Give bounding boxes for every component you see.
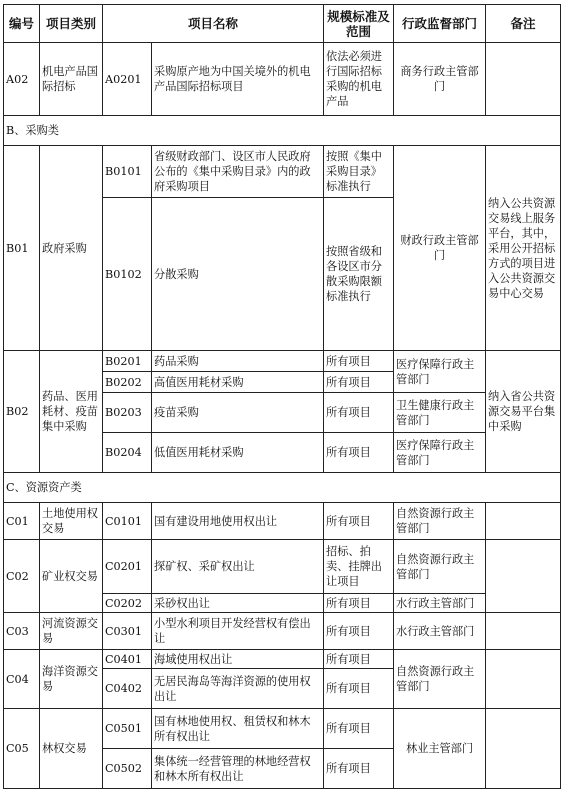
row-dept: 林业主管部门 xyxy=(394,709,486,789)
section-title: B、采购类 xyxy=(4,116,561,146)
row-code: C02 xyxy=(4,540,40,613)
row-subcode: C0101 xyxy=(103,503,152,540)
section-row-c xyxy=(4,473,561,503)
row-note: 纳入省公共资源交易平台集中采购 xyxy=(486,351,561,473)
row-category: 机电产品国际招标 xyxy=(40,43,103,116)
row-subcode: B0101 xyxy=(103,146,152,198)
row-scope: 所有项目 xyxy=(324,594,394,613)
row-code: C03 xyxy=(4,613,40,650)
row-scope: 所有项目 xyxy=(324,351,394,372)
row-subcode: C0301 xyxy=(103,613,152,650)
row-name: 药品采购 xyxy=(152,351,324,372)
row-dept: 财政行政主管部门 xyxy=(394,146,486,351)
row-subcode: C0401 xyxy=(103,650,152,669)
table-row xyxy=(4,503,561,540)
row-name: 无居民海岛等海洋资源的使用权出让 xyxy=(152,669,324,709)
row-scope: 所有项目 xyxy=(324,433,394,473)
row-category: 矿业权交易 xyxy=(40,540,103,613)
row-name: 省级财政部门、设区市人民政府公布的《集中采购目录》内的政府采购项目 xyxy=(152,146,324,198)
header-row xyxy=(4,5,561,43)
row-subcode: C0402 xyxy=(103,669,152,709)
table-row xyxy=(4,43,561,116)
row-note xyxy=(486,650,561,709)
row-subcode: C0501 xyxy=(103,709,152,749)
row-name: 海域使用权出让 xyxy=(152,650,324,669)
row-name: 低值医用耗材采购 xyxy=(152,433,324,473)
row-subcode: C0502 xyxy=(103,749,152,789)
row-scope: 所有项目 xyxy=(324,372,394,393)
row-code: A02 xyxy=(4,43,40,116)
table-row xyxy=(4,146,561,198)
table-row xyxy=(4,540,561,594)
row-dept: 商务行政主管部门 xyxy=(394,43,486,116)
row-subcode: B0204 xyxy=(103,433,152,473)
header-note: 备注 xyxy=(486,5,561,43)
row-category: 政府采购 xyxy=(40,146,103,351)
row-category: 林权交易 xyxy=(40,709,103,789)
row-code: B01 xyxy=(4,146,40,351)
header-category: 项目类别 xyxy=(40,5,103,43)
row-scope: 按照《集中采购目录》标准执行 xyxy=(324,146,394,198)
table-row xyxy=(4,650,561,669)
row-name: 集体统一经营管理的林地经营权和林木所有权出让 xyxy=(152,749,324,789)
row-name: 疫苗采购 xyxy=(152,393,324,433)
row-scope: 所有项目 xyxy=(324,503,394,540)
row-category: 药品、医用耗材、疫苗集中采购 xyxy=(40,351,103,473)
row-dept: 自然资源行政主管部门 xyxy=(394,540,486,594)
row-scope: 所有项目 xyxy=(324,709,394,749)
header-code: 编号 xyxy=(4,5,40,43)
row-name: 采砂权出让 xyxy=(152,594,324,613)
row-note xyxy=(486,503,561,540)
row-subcode: A0201 xyxy=(103,43,152,116)
row-subcode: B0201 xyxy=(103,351,152,372)
row-code: C04 xyxy=(4,650,40,709)
row-note xyxy=(486,43,561,116)
row-dept: 卫生健康行政主管部门 xyxy=(394,393,486,433)
row-dept: 水行政主管部门 xyxy=(394,594,486,613)
header-name: 项目名称 xyxy=(103,5,324,43)
row-dept: 水行政主管部门 xyxy=(394,613,486,650)
row-scope: 依法必须进行国际招标采购的机电产品 xyxy=(324,43,394,116)
row-scope: 按照省级和各设区市分散采购限额标准执行 xyxy=(324,198,394,351)
row-name: 分散采购 xyxy=(152,198,324,351)
header-scope: 规模标准及范围 xyxy=(324,5,394,43)
row-scope: 所有项目 xyxy=(324,650,394,669)
row-name: 小型水利项目开发经营权有偿出让 xyxy=(152,613,324,650)
catalog-table xyxy=(3,4,561,789)
header-dept: 行政监督部门 xyxy=(394,5,486,43)
row-subcode: B0202 xyxy=(103,372,152,393)
row-subcode: B0203 xyxy=(103,393,152,433)
table-row xyxy=(4,613,561,650)
section-title: C、资源资产类 xyxy=(4,473,561,503)
row-category: 土地使用权交易 xyxy=(40,503,103,540)
row-dept: 自然资源行政主管部门 xyxy=(394,503,486,540)
row-code: C01 xyxy=(4,503,40,540)
row-subcode: B0102 xyxy=(103,198,152,351)
row-category: 海洋资源交易 xyxy=(40,650,103,709)
row-scope: 所有项目 xyxy=(324,749,394,789)
row-subcode: C0202 xyxy=(103,594,152,613)
row-name: 高值医用耗材采购 xyxy=(152,372,324,393)
row-note xyxy=(486,540,561,613)
row-code: C05 xyxy=(4,709,40,789)
table-row xyxy=(4,351,561,372)
row-scope: 所有项目 xyxy=(324,613,394,650)
row-scope: 所有项目 xyxy=(324,393,394,433)
row-dept: 自然资源行政主管部门 xyxy=(394,650,486,709)
row-note xyxy=(486,613,561,650)
section-row-b xyxy=(4,116,561,146)
row-code: B02 xyxy=(4,351,40,473)
row-category: 河流资源交易 xyxy=(40,613,103,650)
row-name: 采购原产地为中国关境外的机电产品国际招标项目 xyxy=(152,43,324,116)
row-note: 纳入公共资源交易线上服务平台，其中，采用公开招标方式的项目进入公共资源交易中心交易 xyxy=(486,146,561,351)
row-dept: 医疗保障行政主管部门 xyxy=(394,433,486,473)
row-scope: 所有项目 xyxy=(324,669,394,709)
row-subcode: C0201 xyxy=(103,540,152,594)
row-name: 国有建设用地使用权出让 xyxy=(152,503,324,540)
row-name: 国有林地使用权、租赁权和林木所有权出让 xyxy=(152,709,324,749)
row-note xyxy=(486,709,561,789)
row-dept: 医疗保障行政主管部门 xyxy=(394,351,486,393)
row-name: 探矿权、采矿权出让 xyxy=(152,540,324,594)
row-scope: 招标、拍卖、挂牌出让项目 xyxy=(324,540,394,594)
table-row xyxy=(4,709,561,749)
